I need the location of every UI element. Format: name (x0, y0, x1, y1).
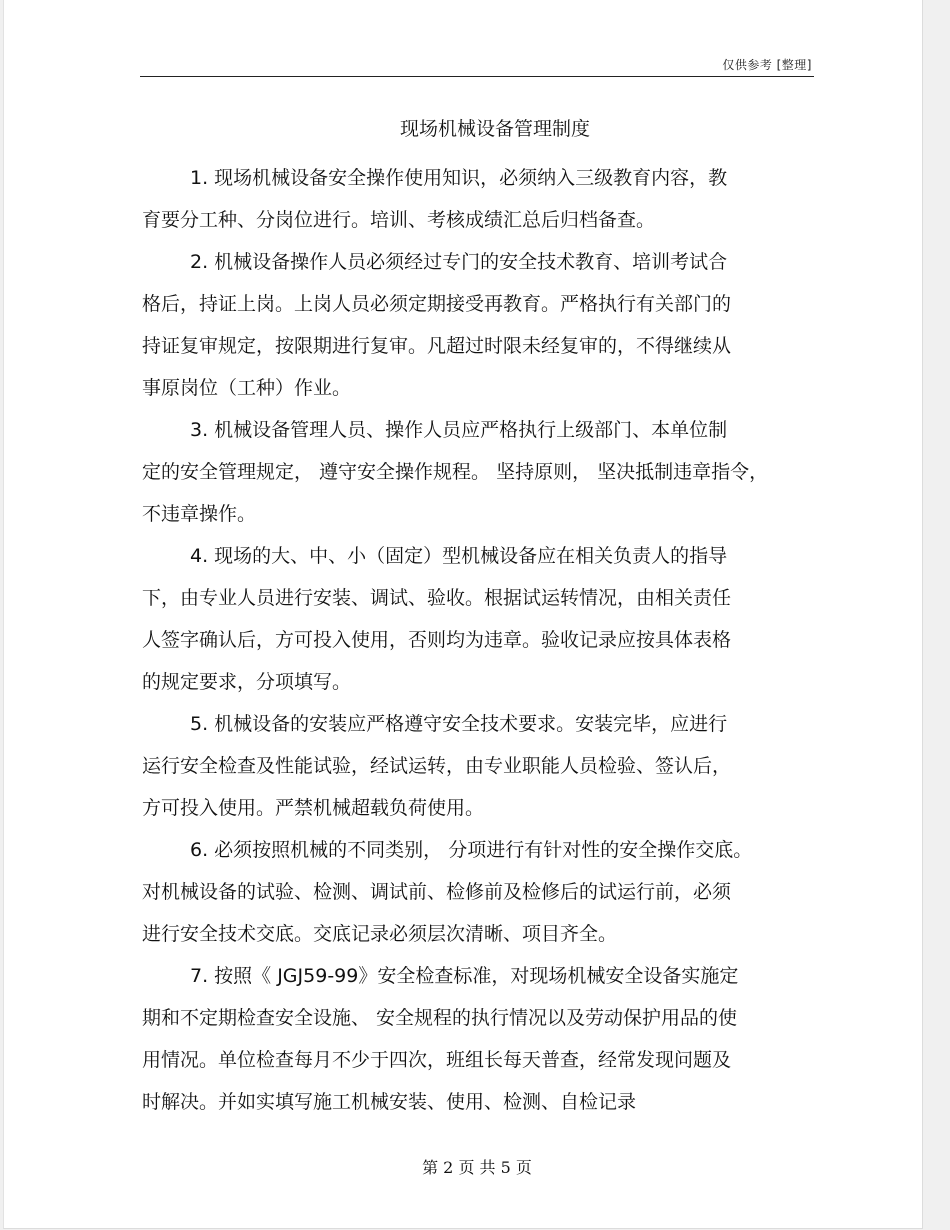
document-page (3, 0, 923, 1229)
paragraph-line: 3. 机械设备管理人员、操作人员应严格执行上级部门、本单位制 (190, 419, 728, 441)
paragraph-6 (142, 829, 802, 955)
paragraph-5 (142, 703, 802, 829)
paragraph-line: 5. 机械设备的安装应严格遵守安全技术要求。安装完毕，应进行 (190, 713, 728, 735)
paragraph-line: 运行安全检查及性能试验，经试运转，由专业职能人员检验、签认后， (142, 755, 732, 777)
paragraph-line: 育要分工种、分岗位进行。培训、考核成绩汇总后归档备查。 (142, 209, 656, 231)
paragraph-line: 1. 现场机械设备安全操作使用知识，必须纳入三级教育内容，教 (190, 167, 728, 189)
document-body (142, 157, 802, 1123)
document-title: 现场机械设备管理制度 (399, 118, 590, 140)
paragraph-line: 人签字确认后，方可投入使用，否则均为违章。验收记录应按具体表格 (142, 629, 732, 651)
paragraph-line: 2. 机械设备操作人员必须经过专门的安全技术教育、培训考试合 (190, 251, 728, 273)
paragraph-line: 不违章操作。 (142, 503, 257, 525)
paragraph-4 (142, 535, 802, 703)
paragraph-line: 持证复审规定，按限期进行复审。凡超过时限未经复审的，不得继续从 (142, 335, 732, 357)
paragraph-line: 下，由专业人员进行安装、调试、验收。根据试运转情况，由相关责任 (142, 587, 732, 609)
paragraph-line: 7. 按照《 JGJ59-99》安全检查标准，对现场机械安全设备实施定 (190, 965, 739, 987)
paragraph-line: 格后，持证上岗。上岗人员必须定期接受再教育。严格执行有关部门的 (142, 293, 732, 315)
paragraph-line: 进行安全技术交底。交底记录必须层次清晰、项目齐全。 (142, 923, 618, 945)
paragraph-3 (142, 409, 802, 535)
paragraph-line: 时解决。并如实填写施工机械安装、使用、检测、自检记录 (142, 1091, 637, 1113)
paragraph-line: 6. 必须按照机械的不同类别， 分项进行有针对性的安全操作交底。 (190, 839, 753, 861)
header-rule (140, 76, 814, 77)
paragraph-7 (142, 955, 802, 1123)
paragraph-line: 用情况。单位检查每月不少于四次，班组长每天普查，经常发现问题及 (142, 1049, 732, 1071)
paragraph-1 (142, 157, 802, 241)
page-number-footer: 第 2 页 共 5 页 (422, 1158, 532, 1177)
paragraph-line: 事原岗位（工种）作业。 (142, 377, 352, 399)
paragraph-line: 的规定要求，分项填写。 (142, 671, 352, 693)
paragraph-line: 期和不定期检查安全设施、 安全规程的执行情况以及劳动保护用品的使 (142, 1007, 738, 1029)
paragraph-2 (142, 241, 802, 409)
paragraph-line: 4. 现场的大、中、小（固定）型机械设备应在相关负责人的指导 (190, 545, 728, 567)
paragraph-line: 方可投入使用。严禁机械超载负荷使用。 (142, 797, 485, 819)
paragraph-line: 对机械设备的试验、检测、调试前、检修前及检修后的试运行前，必须 (142, 881, 732, 903)
paragraph-line: 定的安全管理规定， 遵守安全操作规程。 坚持原则， 坚决抵制违章指令， (142, 461, 769, 483)
header-note: 仅供参考 [整理] (722, 58, 812, 72)
